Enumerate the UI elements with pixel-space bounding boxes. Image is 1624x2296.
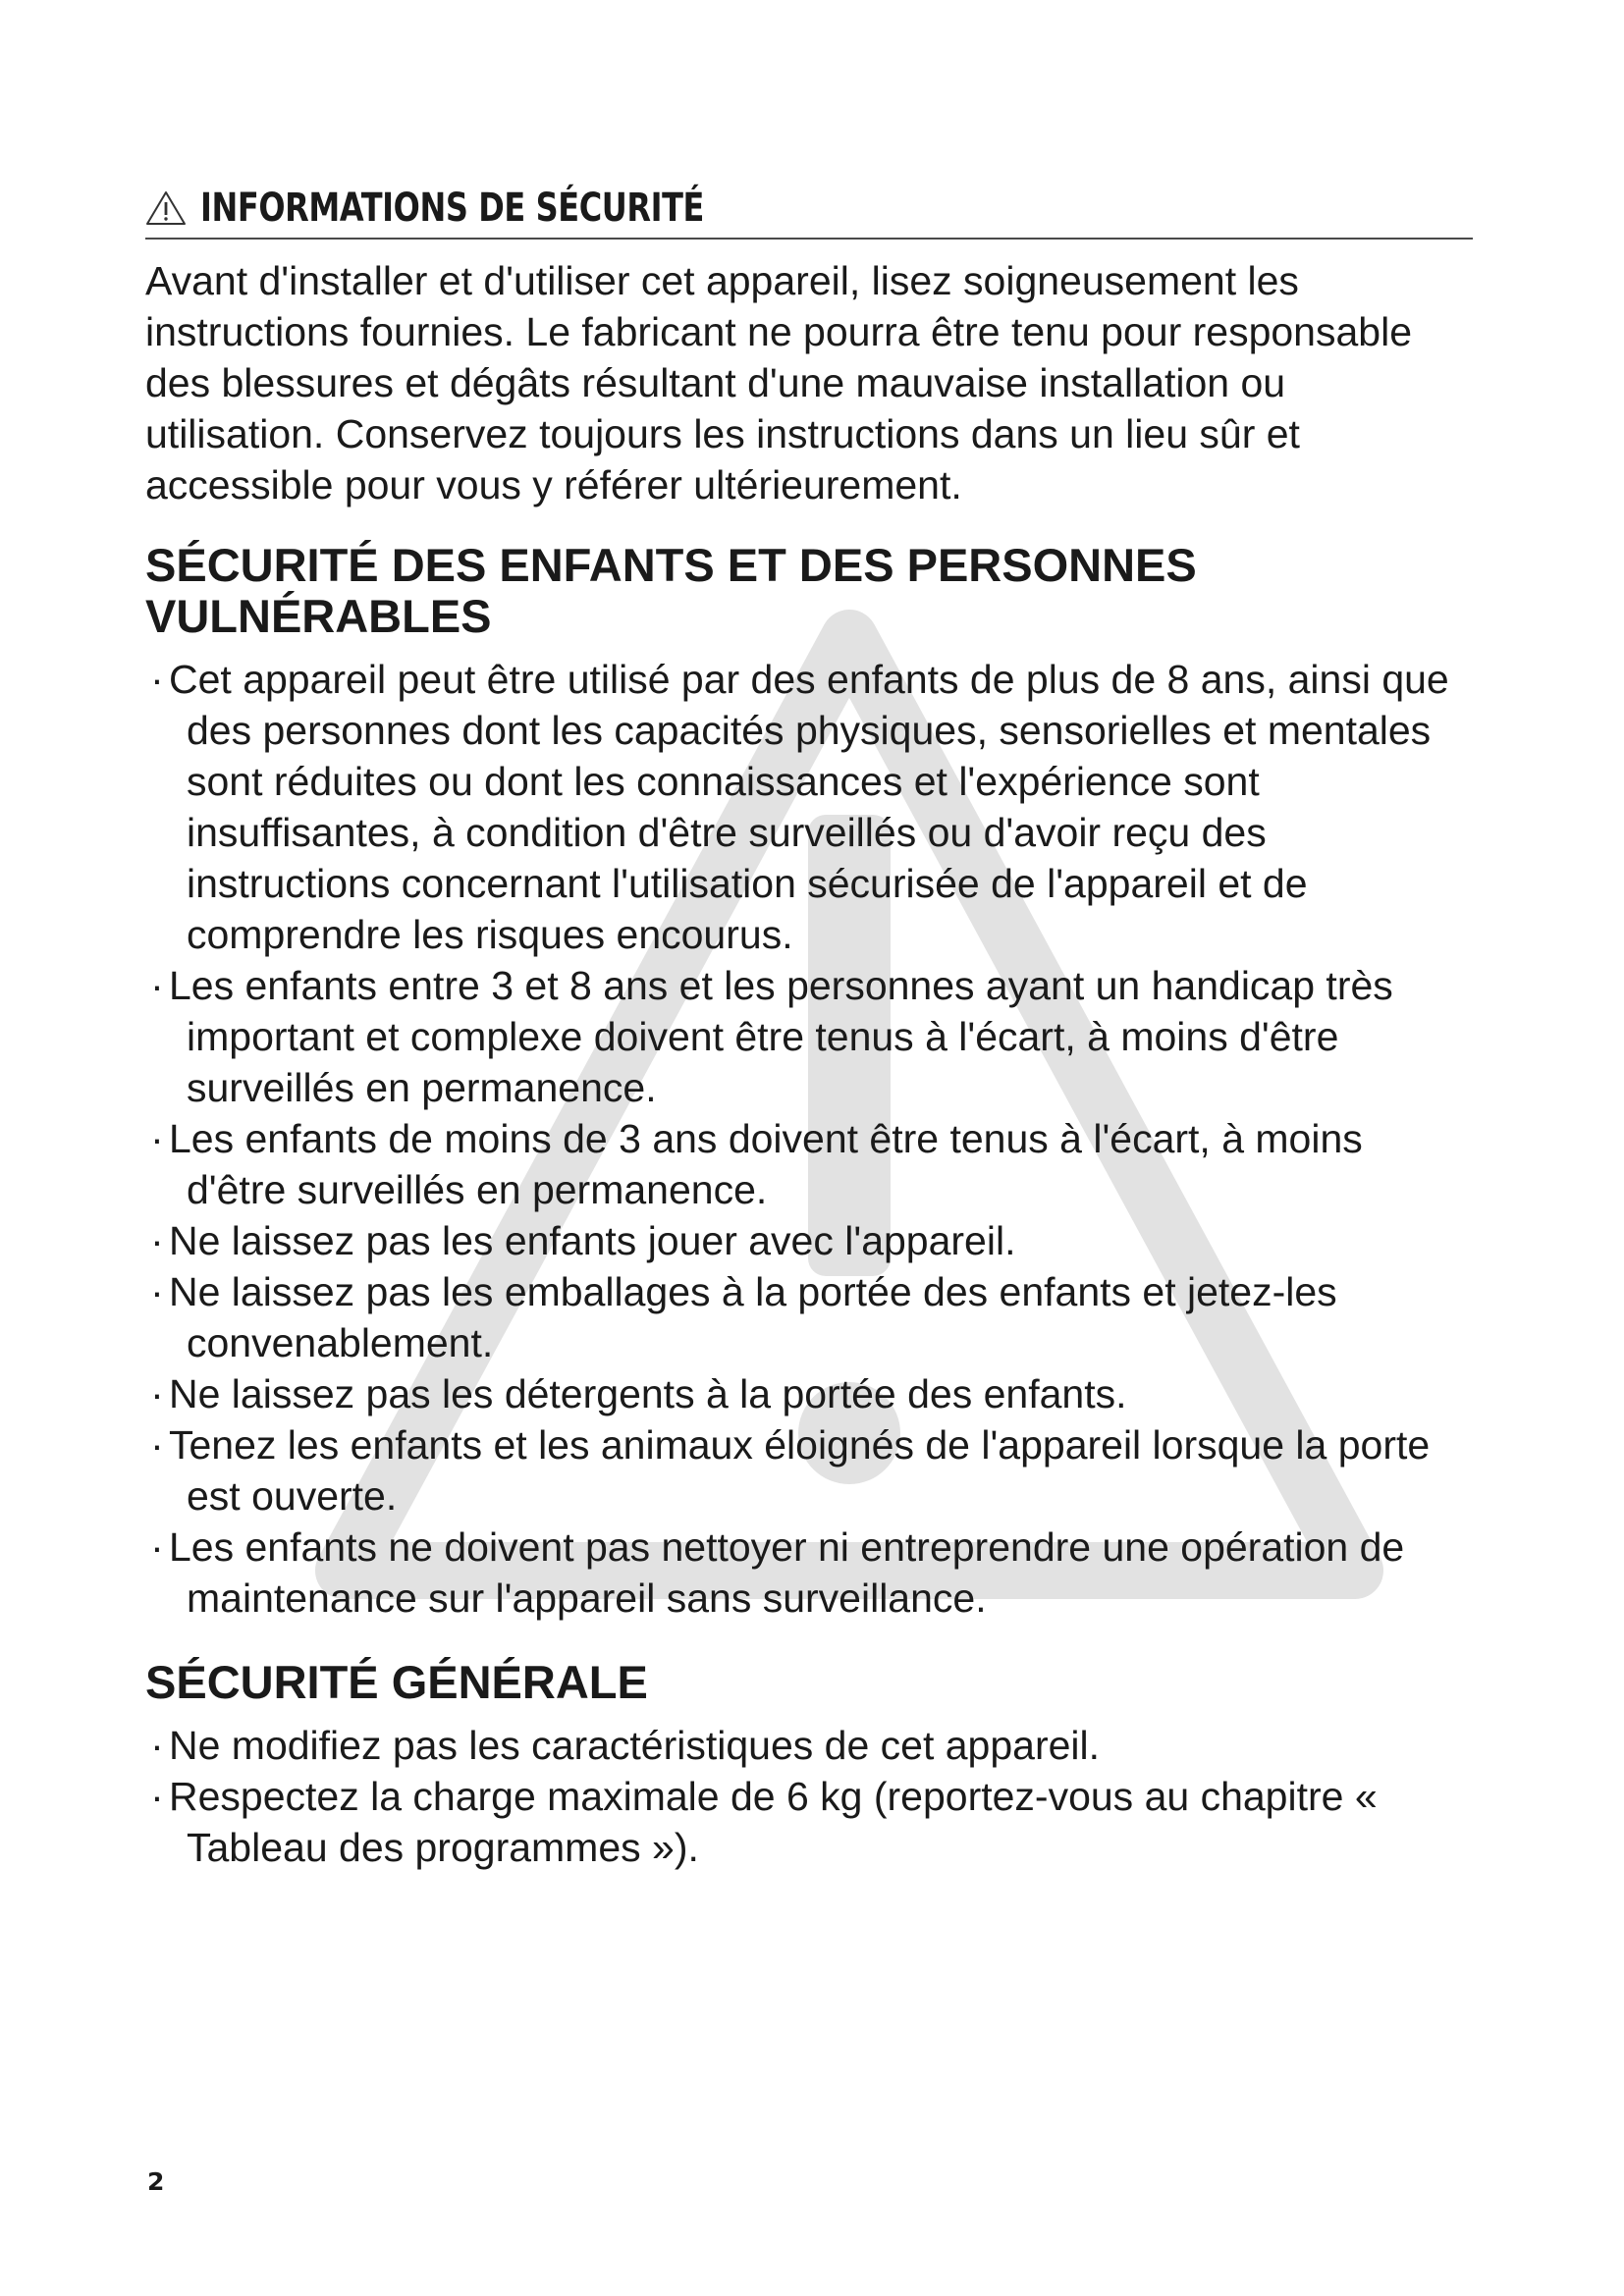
list-item [145,960,1473,1113]
intro-paragraph: Avant d'installer et d'utiliser cet appareil, lisez soigneusement les instructions fournies. Le fabricant ne pourra être tenu pour responsable des blessures et dégâts résultant d'une mauvaise installation ou utilisation. Conservez toujours les instructions dans un lieu sûr et accessible pour vous y référer ultérieurement. [145,258,1412,507]
list-item-text: Tenez les enfants et les animaux éloignés de l'appareil lorsque la porte est ouverte. [169,1422,1431,1519]
bullet-marker: · [150,1524,164,1570]
list-item [145,1522,1473,1624]
bullet-marker: · [150,657,164,702]
bullet-marker: · [150,1371,164,1416]
page-title: INFORMATIONS DE SÉCURITÉ [200,186,704,231]
list-item [145,1720,1473,1771]
list-item-text: Ne laissez pas les détergents à la portée des enfants. [169,1371,1127,1416]
general-safety-list [145,1720,1473,1873]
list-item-text: Les enfants entre 3 et 8 ans et les personnes ayant un handicap très important et complexe doivent être tenus à l'écart, à moins d'être surveillés en permanence. [169,963,1393,1110]
list-item-text: Respectez la charge maximale de 6 kg (reportez-vous au chapitre « Tableau des programmes »). [169,1774,1378,1870]
list-item-text: Ne modifiez pas les caractéristiques de cet appareil. [169,1723,1101,1768]
list-item-text: Ne laissez pas les enfants jouer avec l'appareil. [169,1218,1016,1263]
list-item [145,654,1473,960]
list-item-text: Les enfants ne doivent pas nettoyer ni entreprendre une opération de maintenance sur l'appareil sans surveillance. [169,1524,1405,1621]
children-safety-list [145,654,1473,1624]
section-header [145,187,1473,240]
list-item-text: Les enfants de moins de 3 ans doivent être tenus à l'écart, à moins d'être surveillés en permanence. [169,1116,1363,1212]
list-item-text: Ne laissez pas les emballages à la portée des enfants et jetez-les convenablement. [169,1269,1337,1365]
list-item [145,1266,1473,1368]
bullet-marker: · [150,1774,164,1819]
list-item [145,1113,1473,1215]
bullet-marker: · [150,1218,164,1263]
list-item [145,1215,1473,1266]
warning-triangle-icon [145,190,187,226]
page-number: 2 [147,2167,165,2196]
bullet-marker: · [150,1723,164,1768]
section-title-children-safety: SÉCURITÉ DES ENFANTS ET DES PERSONNES VULNÉRABLES [145,539,1197,642]
document-page [145,187,1473,1906]
list-item [145,1368,1473,1419]
list-item-text: Cet appareil peut être utilisé par des enfants de plus de 8 ans, ainsi que des personnes dont les capacités physiques, sensorielles et mentales sont réduites ou dont les connaissances et l'expérience sont insuffisantes, à condition d'être surveillés ou d'avoir reçu des instructions concernant l'utilisation sécurisée de l'appareil et de comprendre les risques encourus. [169,657,1449,957]
bullet-marker: · [150,963,164,1008]
list-item [145,1771,1473,1873]
bullet-marker: · [150,1269,164,1314]
bullet-marker: · [150,1116,164,1161]
section-title-general-safety: SÉCURITÉ GÉNÉRALE [145,1656,648,1708]
bullet-marker: · [150,1422,164,1468]
list-item [145,1419,1473,1522]
